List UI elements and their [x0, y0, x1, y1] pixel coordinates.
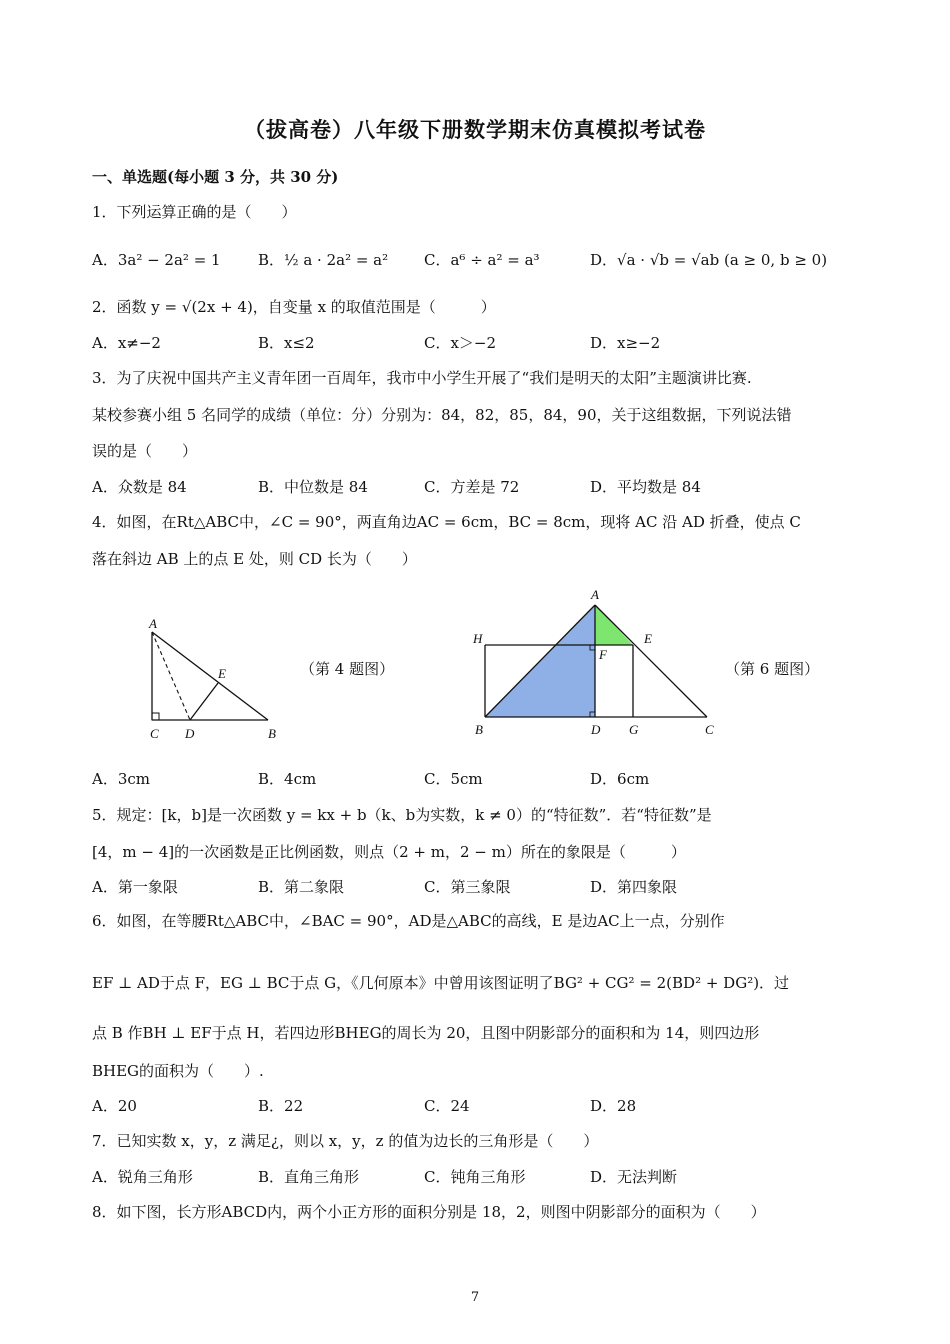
q4-option-a: A．3cm	[92, 770, 151, 788]
q1-stem: 1．下列运算正确的是（ ）	[92, 203, 297, 221]
figure-4	[140, 612, 290, 747]
section-heading: 一、单选题(每小题 3 分，共 30 分)	[92, 168, 339, 186]
q7-option-d: D．无法判断	[590, 1168, 678, 1186]
q3-line3: 误的是（ ）	[92, 442, 198, 460]
fig4-caption: （第 4 题图）	[300, 660, 395, 678]
q3-option-a: A．众数是 84	[92, 478, 187, 496]
q5-option-d: D．第四象限	[590, 878, 678, 896]
q8-stem: 8．如下图，长方形ABCD内，两个小正方形的面积分别是 18，2，则图中阴影部分的面积为（ ）	[92, 1203, 766, 1221]
q3-option-c: C．方差是 72	[424, 478, 520, 496]
q5-option-c: C．第三象限	[424, 878, 511, 896]
q6-option-c: C．24	[424, 1097, 470, 1115]
page-title: （拔高卷）八年级下册数学期末仿真模拟考试卷	[244, 117, 706, 142]
fig4-label-a: A	[149, 616, 157, 631]
q6-option-a: A．20	[92, 1097, 137, 1115]
fig4-label-d: D	[185, 726, 195, 741]
fig4-label-c: C	[150, 726, 159, 741]
q3-line2: 某校参赛小组 5 名同学的成绩（单位：分）分别为：84，82，85，84，90，关于这组数据，下列说法错	[92, 406, 792, 424]
fig6-label-f: F	[599, 647, 607, 662]
fig6-label-a: A	[591, 587, 599, 602]
q4-option-c: C．5cm	[424, 770, 483, 788]
q4-line2: 落在斜边 AB 上的点 E 处，则 CD 长为（ ）	[92, 550, 417, 568]
fig6-caption: （第 6 题图）	[725, 660, 820, 678]
q2-option-b: B．x≤2	[258, 334, 315, 352]
fig6-label-e: E	[644, 631, 652, 646]
q1-option-c: C．a⁶ ÷ a² = a³	[424, 251, 540, 269]
fig6-label-b: B	[475, 722, 483, 737]
q4-option-b: B．4cm	[258, 770, 317, 788]
q6-option-d: D．28	[590, 1097, 637, 1115]
q3-line1: 3．为了庆祝中国共产主义青年团一百周年，我市中小学生开展了“我们是明天的太阳”主题演讲比赛.	[92, 369, 752, 387]
q2-stem: 2．函数 y = √(2x + 4)，自变量 x 的取值范围是（ ）	[92, 298, 496, 316]
q7-option-a: A．锐角三角形	[92, 1168, 193, 1186]
q4-option-d: D．6cm	[590, 770, 650, 788]
q3-option-d: D．平均数是 84	[590, 478, 701, 496]
q2-option-c: C．x＞−2	[424, 334, 497, 352]
q6-line3: 点 B 作BH ⊥ EF于点 H，若四边形BHEG的周长为 20，且图中阴影部分的面积和为 14，则四边形	[92, 1024, 760, 1042]
q6-line1: 6．如图，在等腰Rt△ABC中，∠BAC = 90°，AD是△ABC的高线，E 是边AC上一点，分别作	[92, 912, 725, 930]
q3-option-b: B．中位数是 84	[258, 478, 368, 496]
fig6-label-d: D	[591, 722, 601, 737]
q2-option-a: A．x≠−2	[92, 334, 161, 352]
q1-option-d: D．√a · √b = √ab (a ≥ 0, b ≥ 0)	[590, 251, 828, 269]
figure-6	[465, 585, 725, 740]
fig4-label-b: B	[268, 726, 276, 741]
q1-option-b: B．½ a · 2a² = a²	[258, 251, 389, 269]
q5-option-b: B．第二象限	[258, 878, 345, 896]
q7-option-c: C．钝角三角形	[424, 1168, 526, 1186]
fig6-label-h: H	[473, 631, 483, 646]
q6-line4: BHEG的面积为（ ）.	[92, 1062, 264, 1080]
q2-option-d: D．x≥−2	[590, 334, 661, 352]
fig6-label-g: G	[629, 722, 639, 737]
q5-line2: [4，m − 4]的一次函数是正比例函数，则点（2 + m，2 − m）所在的象限是（ ）	[92, 843, 686, 861]
page-number: 7	[470, 1290, 480, 1305]
fig4-label-e: E	[218, 666, 226, 681]
q5-line1: 5．规定：[k，b]是一次函数 y = kx + b（k、b为实数，k ≠ 0）的“特征数”．若“特征数”是	[92, 806, 712, 824]
fig6-label-c: C	[705, 722, 714, 737]
q1-option-a: A．3a² − 2a² = 1	[92, 251, 221, 269]
q6-option-b: B．22	[258, 1097, 304, 1115]
q5-option-a: A．第一象限	[92, 878, 178, 896]
q4-line1: 4．如图，在Rt△ABC中，∠C = 90°，两直角边AC = 6cm，BC = 8cm，现将 AC 沿 AD 折叠，使点 C	[92, 513, 801, 531]
q6-line2: EF ⊥ AD于点 F，EG ⊥ BC于点 G，《几何原本》中曾用该图证明了BG² + CG² = 2(BD² + DG²)．过	[92, 974, 790, 992]
q7-stem: 7．已知实数 x，y，z 满足¿，则以 x，y，z 的值为边长的三角形是（ ）	[92, 1132, 599, 1150]
q7-option-b: B．直角三角形	[258, 1168, 360, 1186]
